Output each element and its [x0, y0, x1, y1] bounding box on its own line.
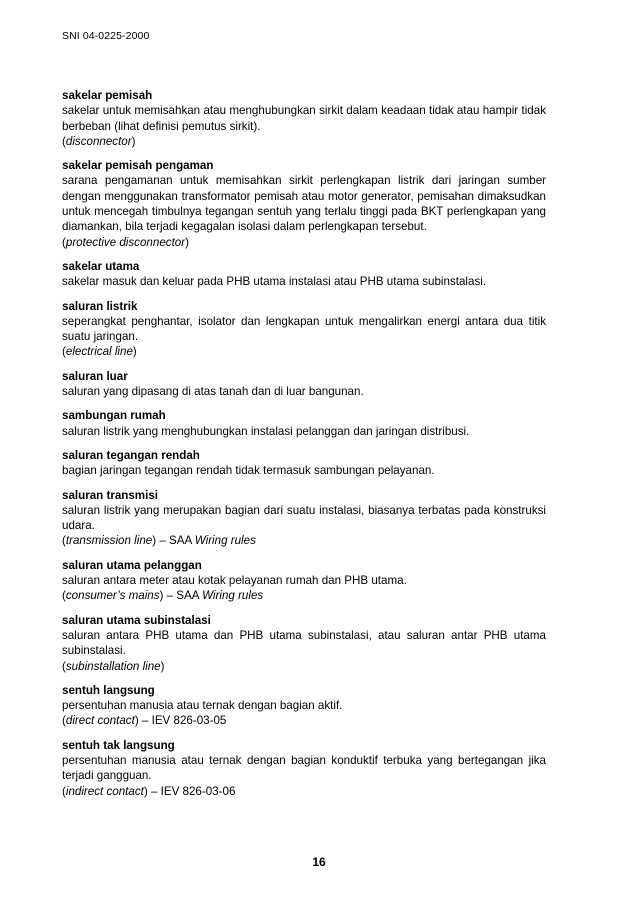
entry-reference: (consumer’s mains) – SAA Wiring rules — [62, 589, 264, 603]
entry-term: saluran transmisi — [62, 488, 159, 502]
entry-term: saluran utama pelanggan — [62, 558, 202, 572]
entry-english-term: transmission line — [65, 534, 153, 548]
entry-term: saluran luar — [62, 369, 128, 383]
entry-definition: saluran yang dipasang di atas tanah dan di luar bangunan. — [62, 385, 364, 399]
entry-english-term: direct contact — [65, 714, 135, 728]
glossary-entry — [62, 369, 546, 400]
entry-term: saluran utama subinstalasi — [62, 613, 211, 627]
glossary-entry — [62, 88, 546, 149]
glossary-entries — [62, 88, 546, 808]
entry-definition: persentuhan manusia atau ternak dengan bagian aktif. — [62, 699, 343, 713]
entry-english-term: subinstallation line — [65, 659, 161, 673]
entry-term: sentuh tak langsung — [62, 738, 175, 752]
entry-definition: saluran listrik yang menghubungkan instalasi pelanggan dan jaringan distribusi. — [62, 424, 470, 438]
entry-reference: (disconnector) — [62, 134, 136, 148]
entry-term: sentuh langsung — [62, 683, 155, 697]
entry-source-title: Wiring rules — [202, 589, 264, 603]
entry-definition: saluran antara meter atau kotak pelayanan rumah dan PHB utama. — [62, 574, 407, 588]
glossary-entry — [62, 613, 546, 674]
glossary-entry — [62, 408, 546, 439]
entry-source-title: Wiring rules — [194, 534, 256, 548]
entry-reference: (electrical line) — [62, 345, 137, 359]
entry-term: sakelar pemisah — [62, 89, 153, 102]
entry-term: sambungan rumah — [62, 409, 166, 423]
document-code: SNI 04-0225-2000 — [62, 30, 150, 42]
glossary-entry — [62, 738, 546, 799]
entry-term: sakelar pemisah pengaman — [62, 159, 214, 173]
glossary-entry — [62, 158, 546, 250]
glossary-entry — [62, 299, 546, 360]
glossary-entry — [62, 558, 546, 604]
entry-term: sakelar utama — [62, 259, 140, 273]
entry-english-term: consumer’s mains — [65, 589, 160, 603]
entry-reference: (indirect contact) – IEV 826-03-06 — [62, 784, 236, 798]
entry-term: saluran tegangan rendah — [62, 448, 200, 462]
entry-source: SAA — [176, 589, 199, 603]
page-number: 16 — [312, 855, 326, 869]
glossary-entry — [62, 683, 546, 729]
entry-source: IEV 826-03-05 — [151, 714, 227, 728]
entry-source: IEV 826-03-06 — [160, 784, 236, 798]
entry-english-term: indirect contact — [65, 784, 144, 798]
entry-definition: sarana pengamanan untuk memisahkan sirkit perlengkapan listrik dari jaringan sumber dengan menggunakan transformator pemisah atau motor generator, pemisahan dimaksudkan untuk mencegah timbulnya tegangan sentuh yang terlalu tinggi pada BKT perlengkapan yang diamankan, bila terjadi kegagalan isolasi dalam perlengkapan tersebut. — [62, 174, 546, 234]
entry-definition: sakelar masuk dan keluar pada PHB utama instalasi atau PHB utama subinstalasi. — [62, 275, 487, 289]
entry-definition: persentuhan manusia atau ternak dengan bagian konduktif terbuka yang bertegangan jika terjadi gangguan. — [62, 753, 546, 783]
entry-english-term: disconnector — [65, 134, 132, 148]
entry-reference: (subinstallation line) — [62, 659, 165, 673]
entry-reference: (transmission line) – SAA Wiring rules — [62, 534, 256, 548]
entry-reference: (direct contact) – IEV 826-03-05 — [62, 714, 227, 728]
glossary-entry — [62, 259, 546, 290]
entry-definition: saluran antara PHB utama dan PHB utama subinstalasi, atau saluran antar PHB utama subinstalasi. — [62, 628, 546, 658]
entry-definition: seperangkat penghantar, isolator dan lengkapan untuk mengalirkan energi antara dua titik suatu jaringan. — [62, 314, 546, 344]
entry-source: SAA — [168, 534, 192, 548]
entry-definition: saluran listrik yang merupakan bagian dari suatu instalasi, biasanya terbatas pada konstruksi udara. — [62, 503, 546, 533]
entry-english-term: electrical line — [65, 345, 133, 359]
entry-definition: bagian jaringan tegangan rendah tidak termasuk sambungan pelayanan. — [62, 464, 435, 478]
entry-definition: sakelar untuk memisahkan atau menghubungkan sirkit dalam keadaan tidak atau hampir tidak berbeban (lihat definisi pemutus sirkit). — [62, 104, 546, 133]
glossary-entry — [62, 448, 546, 479]
entry-reference: (protective disconnector) — [62, 235, 189, 249]
entry-term: saluran listrik — [62, 299, 138, 313]
entry-english-term: protective disconnector — [65, 235, 186, 249]
glossary-entry — [62, 488, 546, 549]
